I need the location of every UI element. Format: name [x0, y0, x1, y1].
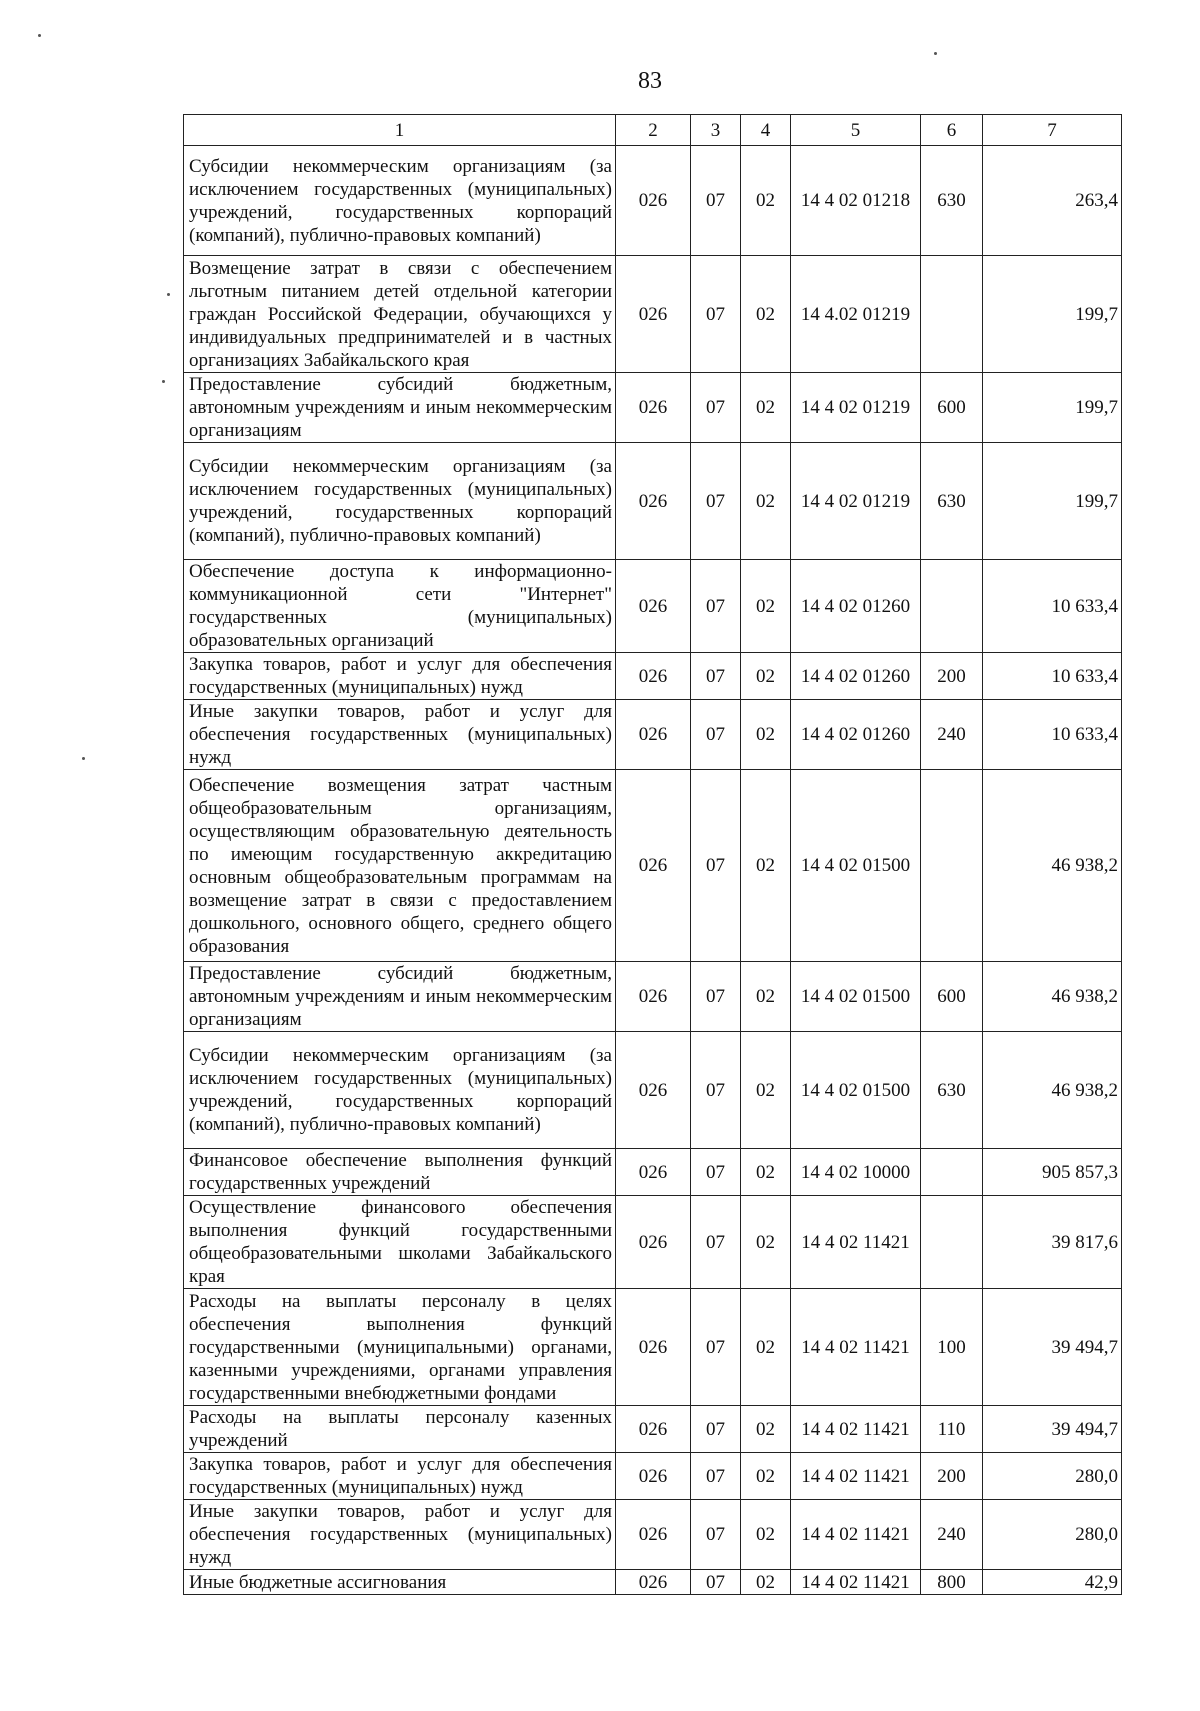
row-subsection: 02	[741, 1032, 791, 1149]
row-subsection: 02	[741, 560, 791, 653]
row-subsection: 02	[741, 653, 791, 700]
row-description: Обеспечение доступа к информационно-коммуникационной сети "Интернет" государственных (муниципальных) образовательных организаций	[184, 560, 616, 653]
row-subsection: 02	[741, 1149, 791, 1196]
row-code: 026	[616, 1453, 691, 1500]
row-description: Иные бюджетные ассигнования	[184, 1570, 616, 1595]
table-row	[184, 373, 1122, 443]
row-code: 026	[616, 443, 691, 560]
row-amount: 905 857,3	[983, 1149, 1122, 1196]
row-description: Субсидии некоммерческим организациям (за исключением государственных (муниципальных) учреждений, государственных корпораций (компаний), публично-правовых компаний)	[184, 1032, 616, 1149]
row-subsection: 02	[741, 1500, 791, 1570]
row-code: 026	[616, 373, 691, 443]
row-description: Субсидии некоммерческим организациям (за исключением государственных (муниципальных) учреждений, государственных корпораций (компаний), публично-правовых компаний)	[184, 146, 616, 256]
row-description: Предоставление субсидий бюджетным, автономным учреждениям и иным некоммерческим организациям	[184, 962, 616, 1032]
row-section: 07	[691, 1289, 741, 1406]
row-expense-type: 240	[921, 700, 983, 770]
row-subsection: 02	[741, 1453, 791, 1500]
row-target-code: 14 4 02 01218	[791, 146, 921, 256]
row-target-code: 14 4 02 11421	[791, 1406, 921, 1453]
row-section: 07	[691, 560, 741, 653]
row-code: 026	[616, 770, 691, 962]
row-target-code: 14 4 02 10000	[791, 1149, 921, 1196]
header-col-4: 4	[741, 115, 791, 146]
row-expense-type: 110	[921, 1406, 983, 1453]
row-section: 07	[691, 1406, 741, 1453]
row-section: 07	[691, 373, 741, 443]
row-amount: 263,4	[983, 146, 1122, 256]
header-col-2: 2	[616, 115, 691, 146]
row-target-code: 14 4 02 01219	[791, 443, 921, 560]
row-amount: 280,0	[983, 1500, 1122, 1570]
row-expense-type: 600	[921, 962, 983, 1032]
table-header	[184, 115, 1122, 146]
row-expense-type: 800	[921, 1570, 983, 1595]
row-subsection: 02	[741, 770, 791, 962]
row-amount: 10 633,4	[983, 560, 1122, 653]
row-description: Закупка товаров, работ и услуг для обеспечения государственных (муниципальных) нужд	[184, 1453, 616, 1500]
row-target-code: 14 4 02 01260	[791, 653, 921, 700]
row-amount: 39 494,7	[983, 1406, 1122, 1453]
header-col-5: 5	[791, 115, 921, 146]
table-body	[184, 146, 1122, 1595]
row-subsection: 02	[741, 1570, 791, 1595]
row-description: Субсидии некоммерческим организациям (за исключением государственных (муниципальных) учреждений, государственных корпораций (компаний), публично-правовых компаний)	[184, 443, 616, 560]
row-section: 07	[691, 1149, 741, 1196]
row-description: Предоставление субсидий бюджетным, автономным учреждениям и иным некоммерческим организациям	[184, 373, 616, 443]
row-amount: 46 938,2	[983, 962, 1122, 1032]
row-description: Финансовое обеспечение выполнения функций государственных учреждений	[184, 1149, 616, 1196]
row-target-code: 14 4 02 01260	[791, 560, 921, 653]
row-section: 07	[691, 1570, 741, 1595]
table-row	[184, 1570, 1122, 1595]
row-subsection: 02	[741, 962, 791, 1032]
row-section: 07	[691, 653, 741, 700]
header-row	[184, 115, 1122, 146]
row-amount: 280,0	[983, 1453, 1122, 1500]
row-expense-type: 200	[921, 1453, 983, 1500]
table-row	[184, 1406, 1122, 1453]
table-row	[184, 700, 1122, 770]
row-subsection: 02	[741, 1406, 791, 1453]
row-expense-type	[921, 1149, 983, 1196]
scan-speck	[934, 52, 937, 55]
row-target-code: 14 4 02 11421	[791, 1453, 921, 1500]
scan-speck	[167, 293, 170, 296]
row-code: 026	[616, 256, 691, 373]
row-section: 07	[691, 1453, 741, 1500]
row-subsection: 02	[741, 373, 791, 443]
row-section: 07	[691, 146, 741, 256]
page-number: 83	[638, 68, 662, 94]
table-row	[184, 1500, 1122, 1570]
scan-speck	[82, 757, 85, 760]
table-row	[184, 770, 1122, 962]
row-code: 026	[616, 560, 691, 653]
row-expense-type: 630	[921, 1032, 983, 1149]
row-target-code: 14 4 02 11421	[791, 1500, 921, 1570]
row-code: 026	[616, 653, 691, 700]
row-amount: 199,7	[983, 443, 1122, 560]
row-description: Расходы на выплаты персоналу казенных учреждений	[184, 1406, 616, 1453]
table-row	[184, 653, 1122, 700]
table-row	[184, 1149, 1122, 1196]
row-expense-type: 200	[921, 653, 983, 700]
row-target-code: 14 4 02 01260	[791, 700, 921, 770]
scan-speck	[162, 380, 165, 383]
row-description: Расходы на выплаты персоналу в целях обеспечения выполнения функций государственными (муниципальными) органами, казенными учреждениями, органами управления государственными внебюджетными фондами	[184, 1289, 616, 1406]
row-section: 07	[691, 443, 741, 560]
row-section: 07	[691, 1500, 741, 1570]
row-code: 026	[616, 1196, 691, 1289]
row-subsection: 02	[741, 1196, 791, 1289]
row-amount: 46 938,2	[983, 770, 1122, 962]
table-row	[184, 1032, 1122, 1149]
table-row	[184, 962, 1122, 1032]
row-section: 07	[691, 256, 741, 373]
row-amount: 46 938,2	[983, 1032, 1122, 1149]
header-col-1: 1	[184, 115, 616, 146]
table-row	[184, 1453, 1122, 1500]
table-row	[184, 1196, 1122, 1289]
row-subsection: 02	[741, 146, 791, 256]
row-target-code: 14 4 02 11421	[791, 1570, 921, 1595]
row-expense-type	[921, 256, 983, 373]
row-section: 07	[691, 770, 741, 962]
row-subsection: 02	[741, 256, 791, 373]
header-col-6: 6	[921, 115, 983, 146]
row-expense-type	[921, 560, 983, 653]
table-row	[184, 443, 1122, 560]
row-code: 026	[616, 1570, 691, 1595]
row-target-code: 14 4 02 01500	[791, 962, 921, 1032]
row-description: Закупка товаров, работ и услуг для обеспечения государственных (муниципальных) нужд	[184, 653, 616, 700]
row-subsection: 02	[741, 1289, 791, 1406]
row-amount: 199,7	[983, 256, 1122, 373]
budget-table	[183, 114, 1122, 1595]
table-row	[184, 560, 1122, 653]
row-target-code: 14 4.02 01219	[791, 256, 921, 373]
table-row	[184, 1289, 1122, 1406]
row-subsection: 02	[741, 443, 791, 560]
row-code: 026	[616, 700, 691, 770]
row-section: 07	[691, 700, 741, 770]
row-expense-type: 240	[921, 1500, 983, 1570]
row-target-code: 14 4 02 11421	[791, 1289, 921, 1406]
header-col-3: 3	[691, 115, 741, 146]
row-code: 026	[616, 962, 691, 1032]
row-subsection: 02	[741, 700, 791, 770]
header-col-7: 7	[983, 115, 1122, 146]
row-section: 07	[691, 1196, 741, 1289]
row-description: Обеспечение возмещения затрат частным общеобразовательным организациям, осуществляющим образовательную деятельность по имеющим государственную аккредитацию основным общеобразовательным программам на возмещение затрат в связи с предоставлением дошкольного, основного общего, среднего общего образования	[184, 770, 616, 962]
row-target-code: 14 4 02 11421	[791, 1196, 921, 1289]
table-row	[184, 256, 1122, 373]
scan-speck	[38, 34, 41, 37]
row-code: 026	[616, 1149, 691, 1196]
row-amount: 39 494,7	[983, 1289, 1122, 1406]
row-expense-type: 600	[921, 373, 983, 443]
row-description: Осуществление финансового обеспечения выполнения функций государственными общеобразовательными школами Забайкальского края	[184, 1196, 616, 1289]
row-target-code: 14 4 02 01500	[791, 770, 921, 962]
row-amount: 10 633,4	[983, 700, 1122, 770]
row-expense-type: 630	[921, 146, 983, 256]
row-code: 026	[616, 146, 691, 256]
row-amount: 199,7	[983, 373, 1122, 443]
row-section: 07	[691, 962, 741, 1032]
row-expense-type	[921, 1196, 983, 1289]
row-expense-type: 630	[921, 443, 983, 560]
row-code: 026	[616, 1032, 691, 1149]
row-description: Возмещение затрат в связи с обеспечением льготным питанием детей отдельной категории граждан Российской Федерации, обучающихся у индивидуальных предпринимателей и в частных организациях Забайкальского края	[184, 256, 616, 373]
row-amount: 39 817,6	[983, 1196, 1122, 1289]
row-code: 026	[616, 1500, 691, 1570]
row-expense-type	[921, 770, 983, 962]
row-target-code: 14 4 02 01500	[791, 1032, 921, 1149]
row-expense-type: 100	[921, 1289, 983, 1406]
row-target-code: 14 4 02 01219	[791, 373, 921, 443]
row-description: Иные закупки товаров, работ и услуг для обеспечения государственных (муниципальных) нужд	[184, 1500, 616, 1570]
row-amount: 42,9	[983, 1570, 1122, 1595]
table-row	[184, 146, 1122, 256]
row-description: Иные закупки товаров, работ и услуг для обеспечения государственных (муниципальных) нужд	[184, 700, 616, 770]
row-code: 026	[616, 1406, 691, 1453]
row-amount: 10 633,4	[983, 653, 1122, 700]
row-section: 07	[691, 1032, 741, 1149]
row-code: 026	[616, 1289, 691, 1406]
